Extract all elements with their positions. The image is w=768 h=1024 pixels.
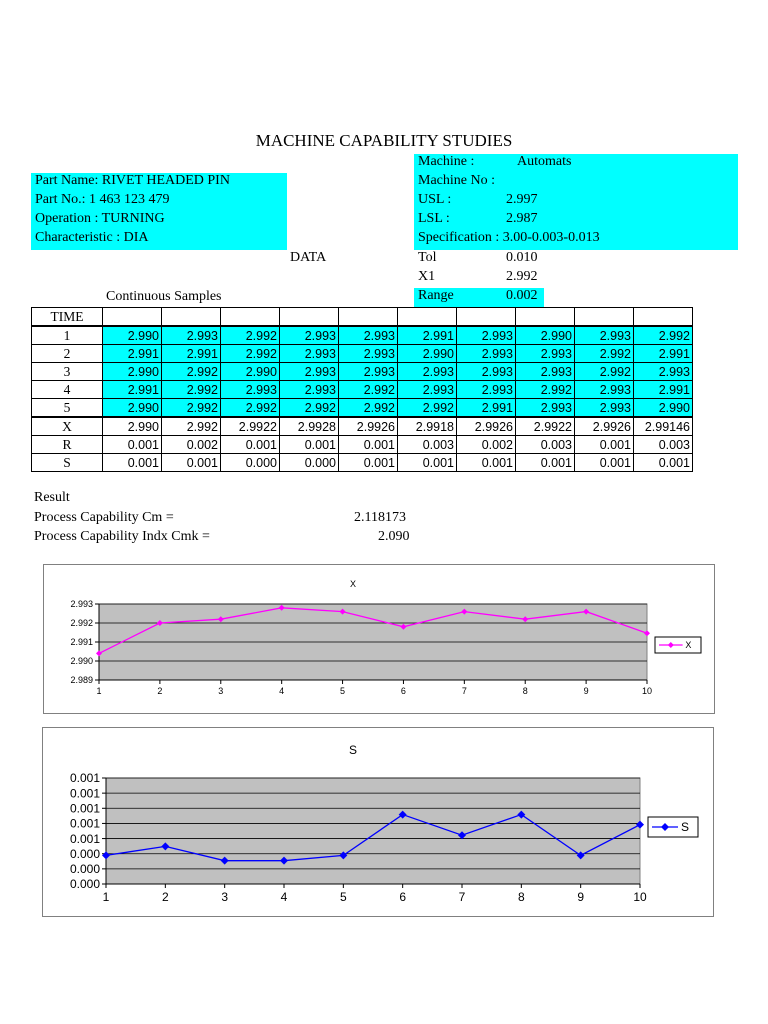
x-tick-label: 8: [517, 890, 525, 904]
part-info-block: [31, 173, 287, 250]
header-cell: [634, 308, 693, 327]
sample-cell: 2.990: [398, 345, 457, 363]
stat-cell: 0.001: [280, 436, 339, 454]
sample-row-label: 2: [32, 345, 103, 363]
sample-cell: 2.993: [398, 363, 457, 381]
y-tick-label: 2.989: [70, 675, 93, 686]
y-tick-label: 0.001: [69, 831, 100, 846]
stat-cell: 0.001: [634, 454, 693, 472]
legend-label: S: [681, 820, 690, 835]
s-chart-svg: [43, 728, 713, 916]
stat-cell: 0.001: [339, 454, 398, 472]
sample-cell: 2.993: [457, 381, 516, 399]
x-tick-label: 10: [633, 890, 647, 904]
lsl-label: LSL :: [418, 211, 450, 226]
sample-cell: 2.993: [516, 345, 575, 363]
sample-cell: 2.991: [634, 345, 693, 363]
stat-row-label: R: [32, 436, 103, 454]
stat-row-label: S: [32, 454, 103, 472]
tol-label: Tol: [418, 250, 437, 265]
machine-no-label: Machine No :: [418, 173, 495, 188]
stat-cell: 2.9928: [280, 417, 339, 436]
header-cell: [280, 308, 339, 327]
stat-cell: 2.9926: [575, 417, 634, 436]
sample-cell: 2.992: [162, 399, 221, 418]
header-cell: [516, 308, 575, 327]
page-title: MACHINE CAPABILITY STUDIES: [255, 131, 513, 150]
x-tick-label: 2: [157, 686, 163, 696]
stat-cell: 0.001: [575, 454, 634, 472]
sample-row-label: 1: [32, 326, 103, 345]
part-name: Part Name: RIVET HEADED PIN: [35, 173, 230, 188]
x-tick-label: 10: [641, 686, 653, 696]
sample-cell: 2.990: [103, 363, 162, 381]
sample-cell: 2.992: [221, 399, 280, 418]
sample-cell: 2.990: [221, 363, 280, 381]
y-tick-label: 2.990: [70, 656, 93, 667]
usl-value: 2.997: [506, 192, 538, 207]
x-tick-label: 7: [458, 890, 466, 904]
stat-cell: 0.002: [457, 436, 516, 454]
x-tick-label: 4: [280, 890, 288, 904]
chart-title: X: [349, 579, 357, 589]
header-cell: [103, 308, 162, 327]
sample-cell: 2.991: [457, 399, 516, 418]
x-tick-label: 9: [577, 890, 585, 904]
characteristic: Characteristic : DIA: [35, 230, 149, 245]
stat-cell: 0.000: [221, 454, 280, 472]
range-label: Range: [418, 288, 454, 303]
header-cell: [162, 308, 221, 327]
stat-row: [32, 417, 693, 436]
sample-cell: 2.991: [634, 381, 693, 399]
sample-cell: 2.993: [575, 381, 634, 399]
sample-cell: 2.992: [575, 363, 634, 381]
x-tick-label: 6: [400, 686, 406, 696]
y-tick-label: 0.000: [69, 862, 100, 877]
stat-row-label: X: [32, 417, 103, 436]
stat-cell: 0.001: [575, 436, 634, 454]
stat-cell: 2.992: [162, 417, 221, 436]
sample-row: [32, 399, 693, 418]
x-tick-label: 7: [461, 686, 467, 696]
cmk-label: Process Capability Indx Cmk =: [34, 529, 210, 544]
stat-cell: 2.9926: [457, 417, 516, 436]
sample-cell: 2.992: [221, 326, 280, 345]
sample-cell: 2.990: [516, 326, 575, 345]
table-header-row: [32, 308, 693, 327]
stat-row: [32, 436, 693, 454]
usl-label: USL :: [418, 192, 452, 207]
sample-cell: 2.990: [634, 399, 693, 418]
stat-cell: 0.003: [634, 436, 693, 454]
sample-cell: 2.993: [516, 363, 575, 381]
samples-table: [31, 307, 693, 472]
stat-cell: 0.002: [162, 436, 221, 454]
range-block: [414, 288, 544, 307]
sample-row: [32, 363, 693, 381]
stat-cell: 0.001: [398, 454, 457, 472]
sample-row-label: 4: [32, 381, 103, 399]
y-tick-label: 0.001: [69, 771, 100, 786]
x-tick-label: 8: [522, 686, 528, 696]
y-tick-label: 2.992: [70, 618, 93, 629]
y-tick-label: 0.000: [69, 877, 100, 892]
range-value: 0.002: [506, 288, 538, 303]
header-cell: [339, 308, 398, 327]
stat-cell: 0.001: [103, 436, 162, 454]
stat-cell: 0.001: [162, 454, 221, 472]
machine-label: Machine :: [418, 154, 475, 169]
time-header: TIME: [32, 308, 103, 327]
sample-cell: 2.990: [103, 326, 162, 345]
sample-row-label: 3: [32, 363, 103, 381]
sample-cell: 2.993: [516, 399, 575, 418]
stat-cell: 0.001: [103, 454, 162, 472]
sample-cell: 2.990: [103, 399, 162, 418]
sample-cell: 2.992: [162, 381, 221, 399]
sample-cell: 2.992: [575, 345, 634, 363]
x-tick-label: 4: [279, 686, 285, 696]
sample-cell: 2.991: [103, 345, 162, 363]
chart-title: S: [348, 743, 358, 757]
sample-cell: 2.993: [575, 326, 634, 345]
stat-row: [32, 454, 693, 472]
sample-cell: 2.992: [634, 326, 693, 345]
header-cell: [457, 308, 516, 327]
y-tick-label: 0.000: [69, 846, 100, 861]
stat-cell: 0.000: [280, 454, 339, 472]
sample-cell: 2.993: [280, 381, 339, 399]
y-tick-label: 0.001: [69, 816, 100, 831]
sample-cell: 2.993: [280, 363, 339, 381]
sample-cell: 2.992: [339, 381, 398, 399]
x-tick-label: 9: [583, 686, 589, 696]
stat-cell: 2.990: [103, 417, 162, 436]
result-label: Result: [34, 490, 70, 505]
sample-row: [32, 381, 693, 399]
stat-cell: 0.001: [457, 454, 516, 472]
sample-cell: 2.993: [398, 381, 457, 399]
header-cell: [221, 308, 280, 327]
sample-cell: 2.993: [221, 381, 280, 399]
sample-cell: 2.993: [575, 399, 634, 418]
sample-cell: 2.993: [339, 363, 398, 381]
x-tick-label: 2: [161, 890, 169, 904]
cm-label: Process Capability Cm =: [34, 510, 174, 525]
tol-value: 0.010: [506, 250, 538, 265]
x-tick-label: 5: [339, 890, 347, 904]
y-tick-label: 2.993: [70, 599, 93, 610]
stat-cell: 2.9922: [516, 417, 575, 436]
stat-cell: 2.9922: [221, 417, 280, 436]
sample-cell: 2.992: [398, 399, 457, 418]
y-tick-label: 2.991: [70, 637, 93, 648]
sample-cell: 2.993: [457, 363, 516, 381]
machine-info-block: [414, 154, 738, 250]
sample-row: [32, 326, 693, 345]
x-chart-svg: [44, 565, 714, 713]
stat-cell: 0.003: [398, 436, 457, 454]
stat-cell: 2.9918: [398, 417, 457, 436]
x-tick-label: 1: [102, 890, 110, 904]
sample-cell: 2.993: [339, 326, 398, 345]
legend-label: X: [685, 640, 692, 651]
sample-cell: 2.991: [103, 381, 162, 399]
x-tick-label: 5: [340, 686, 346, 696]
sample-cell: 2.992: [516, 381, 575, 399]
stat-cell: 0.001: [516, 454, 575, 472]
x-tick-label: 6: [399, 890, 407, 904]
x-tick-label: 3: [218, 686, 224, 696]
specification: Specification : 3.00-0.003-0.013: [418, 230, 600, 245]
sample-cell: 2.992: [339, 399, 398, 418]
x-tick-label: 3: [221, 890, 229, 904]
sample-cell: 2.992: [280, 399, 339, 418]
machine-value: Automats: [517, 154, 572, 169]
y-tick-label: 0.001: [69, 801, 100, 816]
s-chart: [42, 727, 714, 917]
stat-cell: 2.9926: [339, 417, 398, 436]
sample-cell: 2.991: [398, 326, 457, 345]
sample-cell: 2.993: [457, 345, 516, 363]
sample-cell: 2.993: [339, 345, 398, 363]
stat-cell: 0.003: [516, 436, 575, 454]
plot-area: [106, 778, 640, 884]
x-chart: [43, 564, 715, 714]
cmk-value: 2.090: [378, 529, 410, 544]
stat-cell: 0.001: [339, 436, 398, 454]
sample-cell: 2.993: [457, 326, 516, 345]
x-tick-label: 1: [96, 686, 102, 696]
continuous-samples-label: Continuous Samples: [106, 289, 222, 304]
lsl-value: 2.987: [506, 211, 538, 226]
y-tick-label: 0.001: [69, 786, 100, 801]
sample-row: [32, 345, 693, 363]
x1-value: 2.992: [506, 269, 538, 284]
sample-cell: 2.992: [221, 345, 280, 363]
cm-value: 2.118173: [354, 510, 406, 525]
header-cell: [398, 308, 457, 327]
part-number: Part No.: 1 463 123 479: [35, 192, 170, 207]
sample-cell: 2.991: [162, 345, 221, 363]
x1-label: X1: [418, 269, 436, 284]
sample-cell: 2.992: [162, 363, 221, 381]
sample-row-label: 5: [32, 399, 103, 418]
operation: Operation : TURNING: [35, 211, 165, 226]
header-cell: [575, 308, 634, 327]
stat-cell: 0.001: [221, 436, 280, 454]
sample-cell: 2.993: [634, 363, 693, 381]
data-label: DATA: [290, 250, 327, 265]
sample-cell: 2.993: [162, 326, 221, 345]
sample-cell: 2.993: [280, 345, 339, 363]
sample-cell: 2.993: [280, 326, 339, 345]
stat-cell: 2.99146: [634, 417, 693, 436]
